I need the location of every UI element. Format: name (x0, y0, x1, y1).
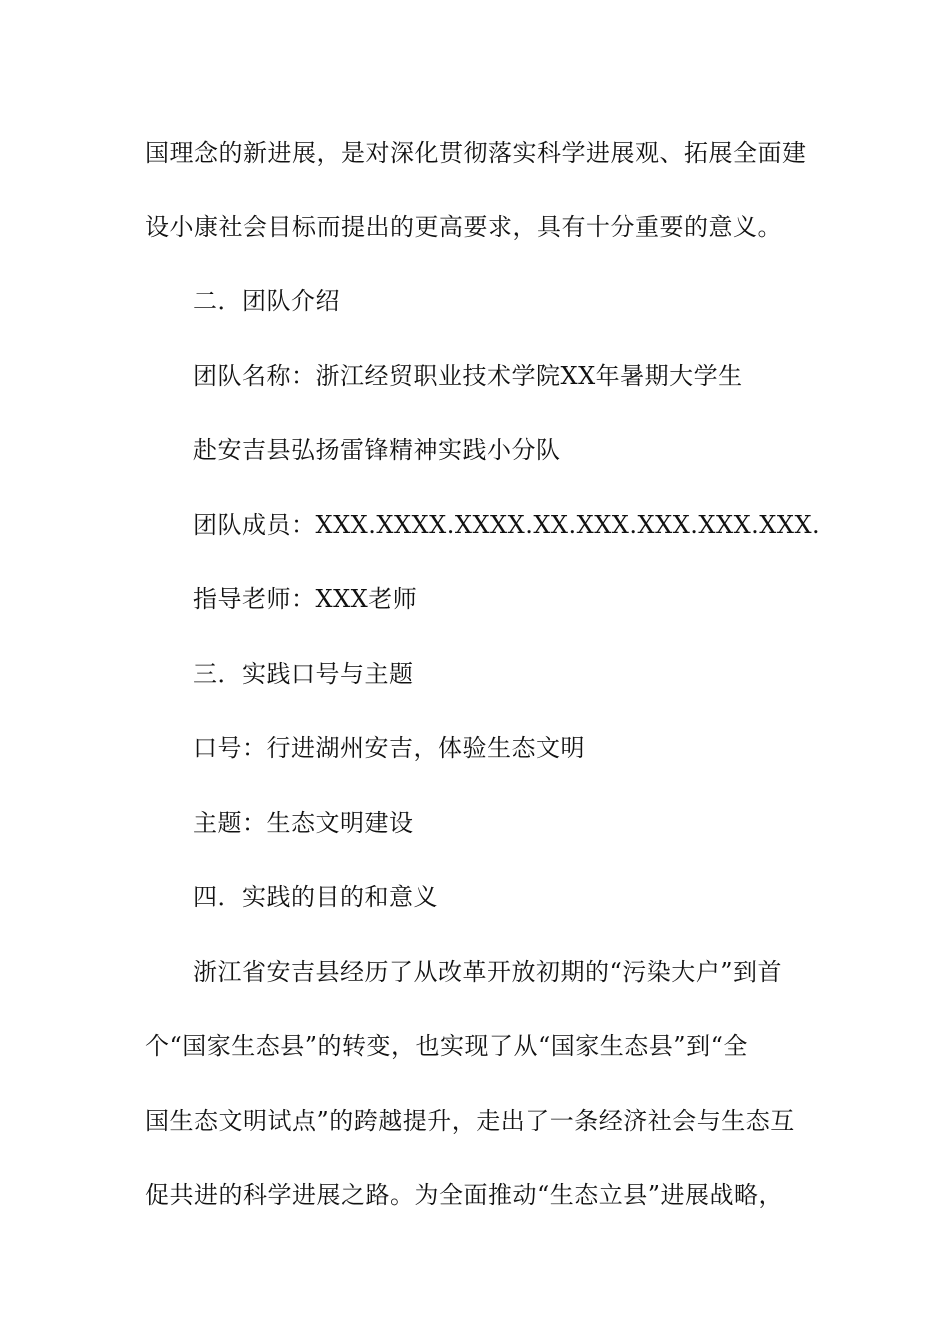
team-members-line: 团队成员：XXX.XXXX.XXXX.XX.XXX.XXX.XXX.XXX. (193, 511, 821, 539)
body-text-line: 促共进的科学进展之路。为全面推动“生态立县”进展战略， (145, 1181, 784, 1209)
section-heading-slogan: 三．实践口号与主题 (193, 660, 414, 688)
body-text-line: 设小康社会目标而提出的更高要求，具有十分重要的意义。 (145, 213, 782, 241)
team-name-line: 赴安吉县弘扬雷锋精神实践小分队 (193, 436, 561, 464)
body-text-line: 国生态文明试点”的跨越提升，走出了一条经济社会与生态互 (145, 1107, 795, 1135)
theme-line: 主题：生态文明建设 (193, 809, 414, 837)
body-text-line: 浙江省安吉县经历了从改革开放初期的“污染大户”到首 (193, 958, 783, 986)
body-text-line: 个“国家生态县”的转变，也实现了从“国家生态县”到“全 (145, 1032, 748, 1060)
section-heading-team: 二．团队介绍 (193, 287, 340, 315)
section-heading-purpose: 四．实践的目的和意义 (193, 883, 438, 911)
team-name-line: 团队名称：浙江经贸职业技术学院XX年暑期大学生 (193, 362, 743, 390)
slogan-line: 口号：行进湖州安吉，体验生态文明 (193, 734, 585, 762)
body-text-line: 国理念的新进展，是对深化贯彻落实科学进展观、拓展全面建 (145, 139, 807, 167)
advisor-line: 指导老师：XXX老师 (193, 585, 418, 613)
